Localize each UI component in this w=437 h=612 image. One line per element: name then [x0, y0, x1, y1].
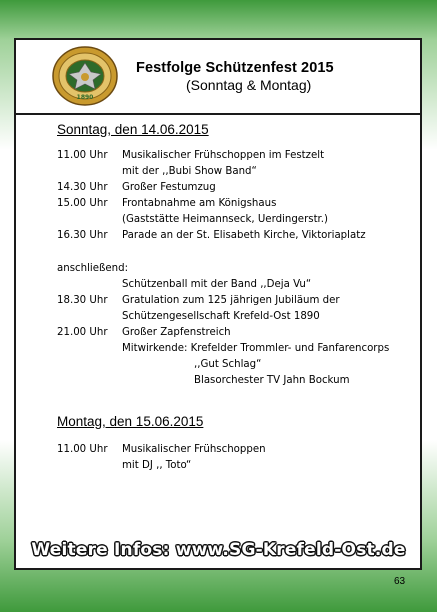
event-time: 18.30 Uhr [57, 295, 108, 306]
event-time: 15.00 Uhr [57, 198, 108, 209]
event-description: Schützenball mit der Band ,,Deja Vu“ [122, 279, 312, 290]
event-description: Großer Festumzug [122, 182, 216, 193]
event-description: (Gaststätte Heimannseck, Uerdingerstr.) [122, 214, 329, 225]
event-description: Musikalischer Frühschoppen [122, 444, 266, 455]
event-description: Parade an der St. Elisabeth Kirche, Viktoriaplatz [122, 230, 366, 241]
event-time: 11.00 Uhr [57, 444, 108, 455]
event-time: 16.30 Uhr [57, 230, 108, 241]
event-description: Blasorchester TV Jahn Bockum [194, 375, 350, 386]
event-description: Gratulation zum 125 jährigen Jubiläum der [122, 295, 340, 306]
event-description: mit DJ ,, Toto“ [122, 460, 192, 471]
event-time: 11.00 Uhr [57, 150, 108, 161]
event-description: Schützengesellschaft Krefeld-Ost 1890 [122, 311, 320, 322]
event-description: Mitwirkende: Krefelder Trommler- und Fanfarencorps [122, 343, 390, 354]
page-subtitle: (Sonntag & Montag) [186, 77, 312, 93]
afterwards-label: anschließend: [57, 263, 129, 274]
event-description: ,,Gut Schlag“ [194, 359, 262, 370]
monday-heading: Montag, den 15.06.2015 [57, 414, 204, 429]
schedule-content [16, 40, 420, 568]
sunday-heading: Sonntag, den 14.06.2015 [57, 122, 209, 137]
event-time: 14.30 Uhr [57, 182, 108, 193]
page-number: 63 [394, 576, 406, 587]
event-description: Frontabnahme am Königshaus [122, 198, 277, 209]
program-panel [14, 38, 422, 570]
event-time: 21.00 Uhr [57, 327, 108, 338]
event-description: Großer Zapfenstreich [122, 327, 231, 338]
event-description: Musikalischer Frühschoppen im Festzelt [122, 150, 325, 161]
page-title: Festfolge Schützenfest 2015 [136, 60, 334, 76]
website-footer: Weitere Infos: www.SG-Krefeld-Ost.de [31, 540, 406, 560]
event-description: mit der ,,Bubi Show Band“ [122, 166, 257, 177]
svg-text:1890: 1890 [76, 94, 94, 101]
